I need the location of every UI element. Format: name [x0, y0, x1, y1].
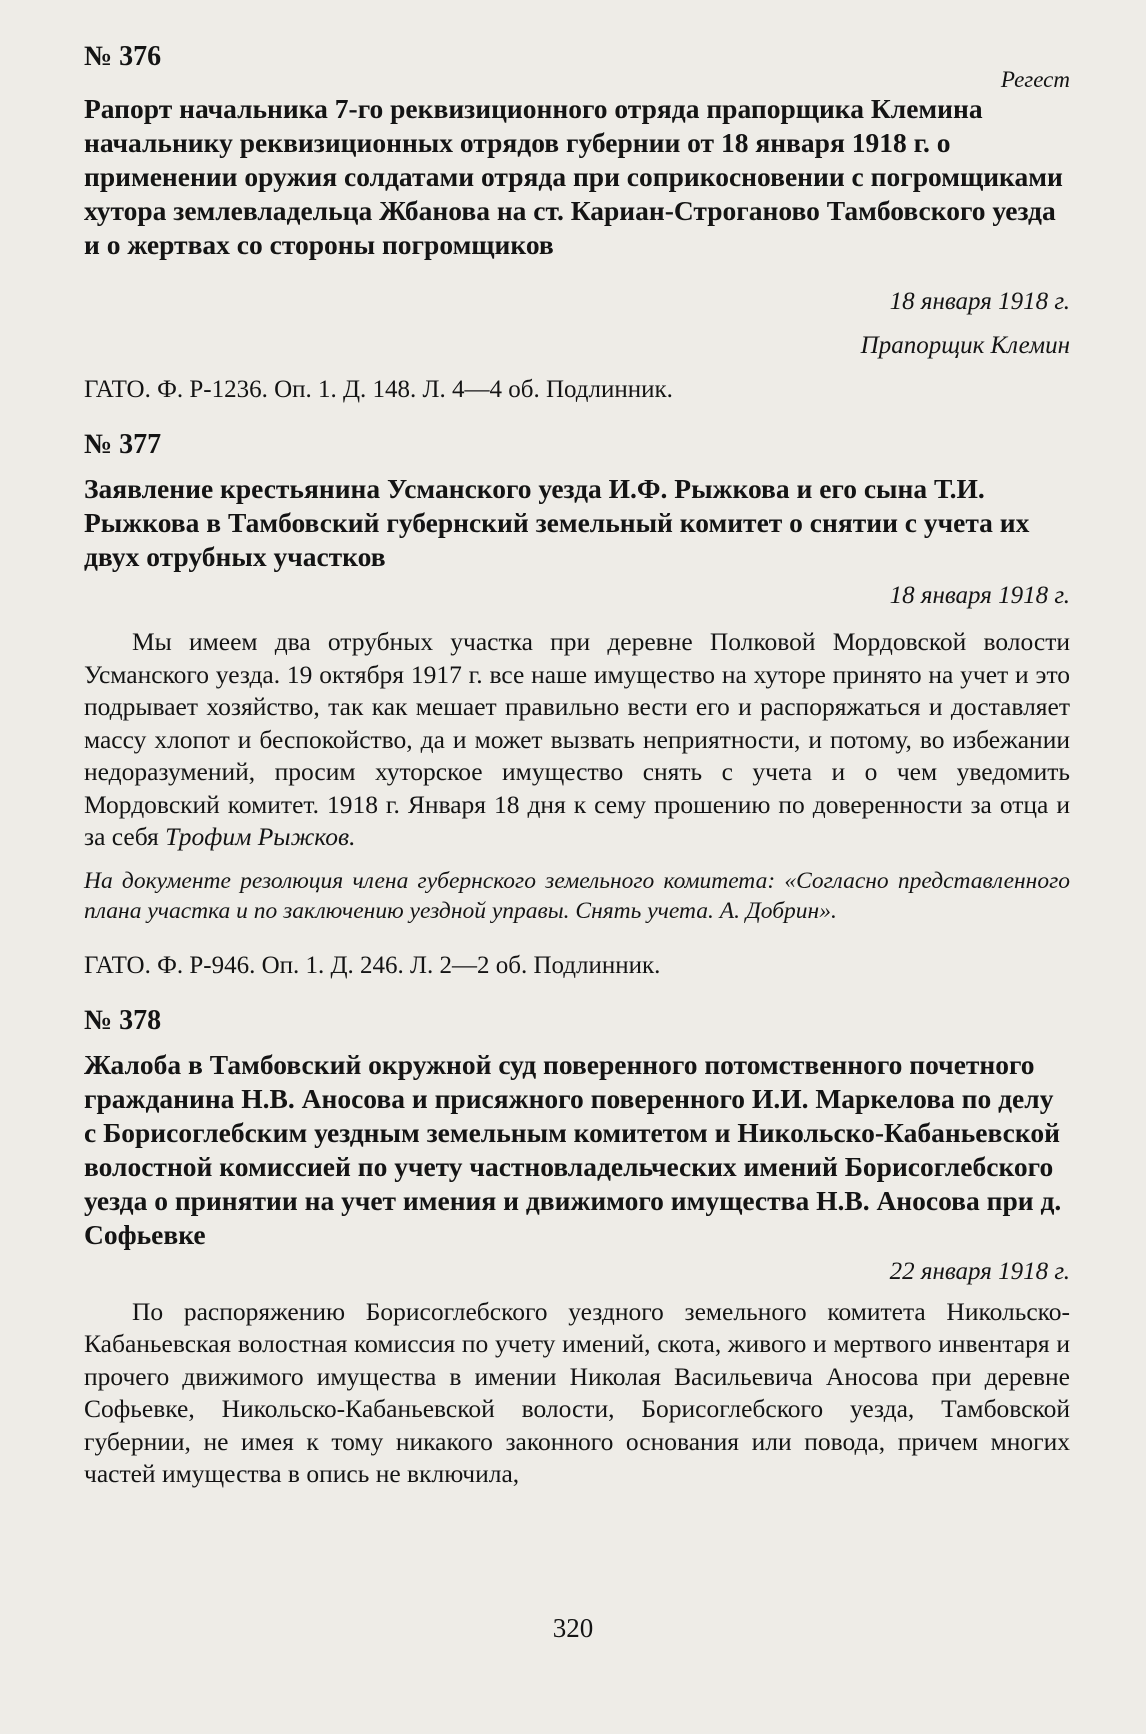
document-type-label: Регест [1000, 67, 1070, 92]
page-number: 320 [552, 1613, 594, 1643]
document-title: Рапорт начальника 7-го реквизиционного отряда прапорщика Клемина начальнику реквизиционных отрядов губернии от 18 января 1918 г. о применении оружия солдатами отряда при соприкосновении с погромщиками хутора землевладельца Жбанова на ст. Кариан-Строганово Тамбовского уезда и о жертвах со стороны погромщиков [84, 93, 1063, 260]
document-date: 22 января 1918 г. [889, 1257, 1070, 1285]
document-date: 18 января 1918 г. [889, 582, 1070, 609]
document-resolution-note: На документе резолюция члена губернского земельного комитета: «Согласно представленного плана участка и по заключению уездной управы. Снять учета. А. Добрин». [84, 867, 1070, 924]
archive-reference: ГАТО. Ф. Р-1236. Оп. 1. Д. 148. Л. 4—4 об. Подлинник. [84, 376, 673, 403]
archive-reference: ГАТО. Ф. Р-946. Оп. 1. Д. 246. Л. 2—2 об. Подлинник. [84, 951, 661, 979]
section-spacer [84, 982, 1070, 1004]
section-spacer [84, 406, 1070, 428]
document-377 [84, 428, 1070, 982]
document-378 [84, 1004, 1070, 1491]
document-number: № 376 [84, 41, 162, 72]
document-title: Заявление крестьянина Усманского уезда И.Ф. Рыжкова и его сына Т.И. Рыжкова в Тамбовский губернский земельный комитет о снятии с учета их двух отрубных участков [84, 473, 1030, 572]
body-text: Мы имеем два отрубных участка при деревне Полковой Мордовской волости Усманского уезда. 19 октября 1917 г. все наше имущество на хуторе принято на учет и это подрывает хозяйство, так как мешает правильно вести его и распоряжаться и доставляет массу хлопот и беспокойство, да и может вызвать неприятности, и потому, во избежании недоразумений, просим хуторское имущество снять с учета и о чем уведомить Мордовский комитет. 1918 г. Января 18 дня к сему прошению по доверенности за отца и за себя [84, 627, 1070, 851]
document-number: № 377 [84, 429, 162, 460]
document-signature: Прапорщик Клемин [860, 332, 1070, 359]
document-body [84, 626, 1070, 854]
document-number: № 378 [84, 1004, 162, 1036]
document-date: 18 января 1918 г. [889, 288, 1070, 315]
body-signature: Трофим Рыжков. [165, 822, 356, 851]
document-title: Жалоба в Тамбовский окружной суд поверенного потомственного почетного гражданина Н.В. Аносова и присяжного поверенного И.И. Маркелова по делу с Борисоглебским уездным земельным комитетом и Никольско-Кабаньевской волостной комиссией по учету частновладельческих имений Борисоглебского уезда о принятии на учет имения и движимого имущества Н.В. Аносова при д. Софьевке [84, 1048, 1062, 1250]
document-376 [84, 40, 1070, 406]
document-body: По распоряжению Борисоглебского уездного земельного комитета Никольско-Кабаньевская волостная комиссия по учету имений, скота, живого и мертвого инвентаря и прочего движимого имущества в имении Николая Васильевича Аносова при деревне Софьевке, Никольско-Кабаньевской волости, Борисоглебского уезда, Тамбовской губернии, не имея к тому никакого законного основания или повода, причем многих частей имущества в опись не включила, [84, 1296, 1070, 1488]
